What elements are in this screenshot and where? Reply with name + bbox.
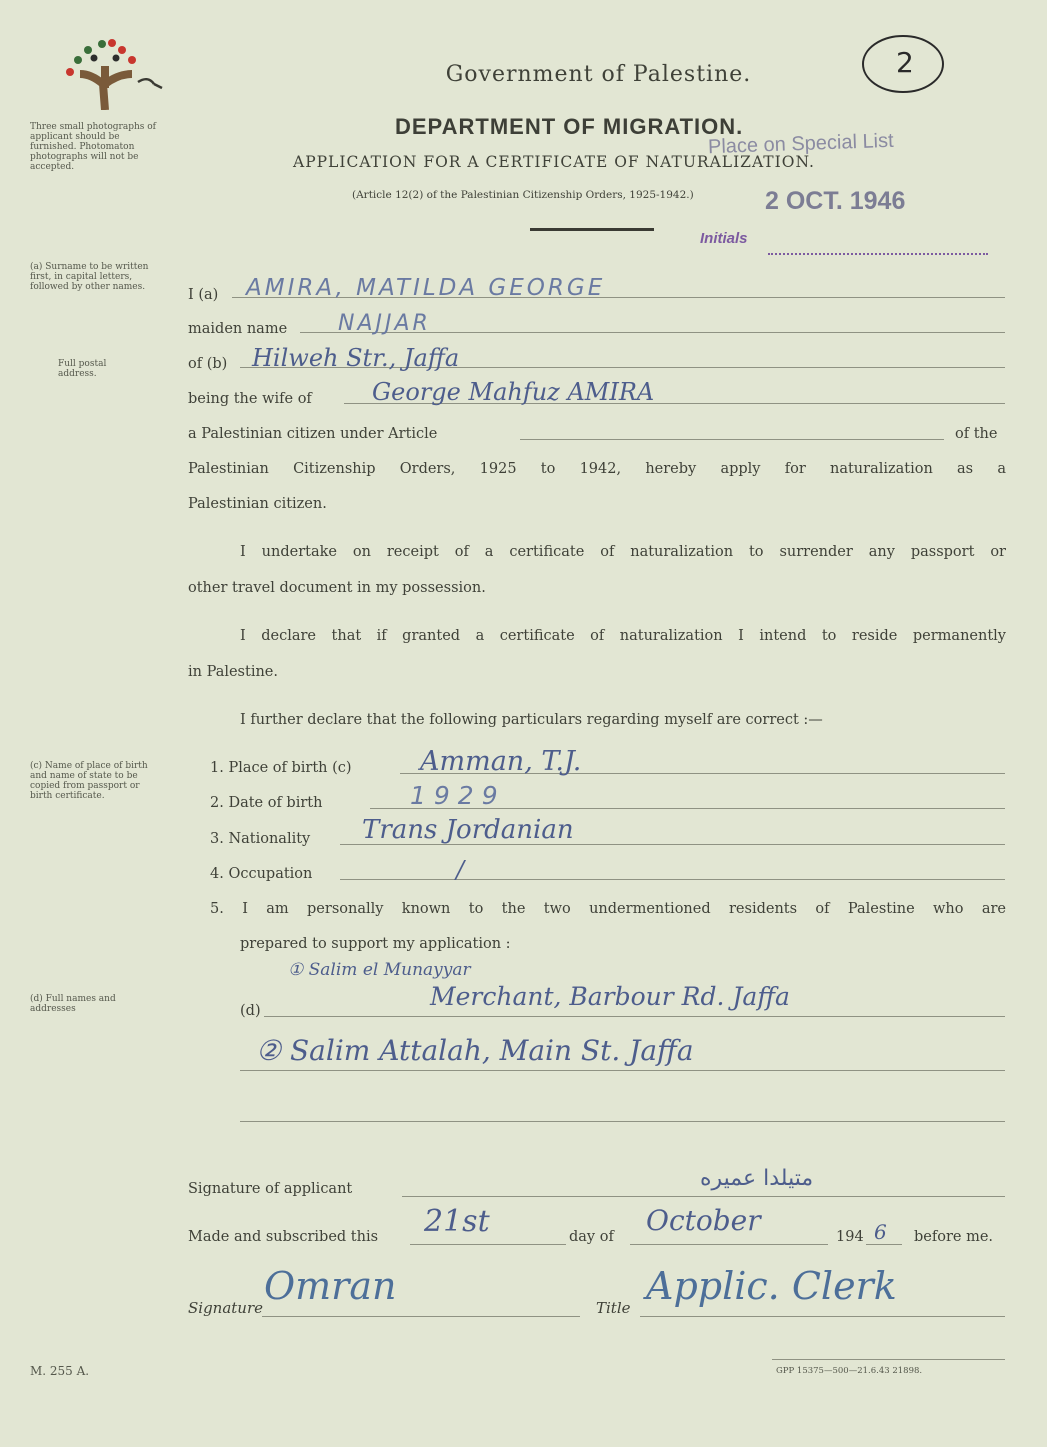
further-declare: I further declare that the following particulars regarding myself are correct :— [240,712,823,728]
address-value: Hilweh Str., Jaffa [252,344,460,372]
title-rule [640,1316,1005,1317]
occupation-rule [340,879,1005,880]
birth-place-note: (c) Name of place of birth and name of state to be copied from passport or birth certificate. [30,761,148,801]
undertake-line-2: other travel document in my possession. [188,580,486,596]
footer-rule [772,1359,1005,1360]
orders-line-2: Palestinian citizen. [188,496,327,512]
surname-value: AMIRA, MATILDA GEORGE [246,275,606,301]
nationality-value: Trans Jordanian [362,815,574,845]
initials-line [768,253,988,255]
orders-line-1: Palestinian Citizenship Orders, 1925 to 1942, hereby apply for naturalization as a [188,461,1006,477]
made-label: Made and subscribed this [188,1229,379,1245]
reference-2: ② Salim Attalah, Main St. Jaffa [256,1034,694,1067]
reference-rule-1 [264,1016,1005,1017]
article-rule [520,439,944,440]
department-title: DEPARTMENT OF MIGRATION. [395,114,744,139]
official-title: Applic. Clerk [646,1264,897,1308]
made-month: October [646,1204,761,1237]
husband-value: George Mahfuz AMIRA [372,378,655,406]
title-divider [530,228,654,231]
photo-note: Three small photographs of applicant should be furnished. Photomaton photographs will not be accepted. [30,122,156,172]
known-line-1: 5. I am personally known to the two undermentioned residents of Palestine who are [210,901,1006,917]
applicant-signature: متيلدا عميره [700,1166,814,1191]
made-before: before me. [914,1229,994,1245]
official-signature: Omran [264,1264,397,1308]
birthplace-label: 1. Place of birth (c) [210,760,352,776]
made-day-of: day of [569,1229,614,1245]
official-signature-label: Signature [188,1299,264,1317]
surname-label: I (a) [188,287,219,303]
form-number: M. 255 A. [30,1364,90,1378]
special-list-stamp: Place on Special List [707,129,894,159]
husband-label: being the wife of [188,391,312,407]
maiden-name-label: maiden name [188,321,288,337]
names-addresses-note: (d) Full names and addresses [30,994,116,1014]
date-stamp: 2 OCT. 1946 [765,187,906,215]
title-label: Title [596,1299,631,1317]
article-reference: (Article 12(2) of the Palestinian Citizenship Orders, 1925-1942.) [352,189,694,201]
known-line-2: prepared to support my application : [240,936,511,952]
occupation-label: 4. Occupation [210,866,313,882]
reference-1-address: Merchant, Barbour Rd. Jaffa [430,982,790,1011]
made-year-prefix: 194 [836,1229,864,1245]
official-signature-rule [262,1316,580,1317]
made-day-rule [410,1244,566,1245]
applicant-signature-label: Signature of applicant [188,1181,353,1197]
references-label: (d) [240,1003,261,1019]
nationality-label: 3. Nationality [210,831,311,847]
reference-1-name: ① Salim el Munayyar [288,960,471,980]
government-title: Government of Palestine. [445,62,752,87]
applicant-signature-rule [402,1196,1005,1197]
declare-line-1: I declare that if granted a certificate of naturalization I intend to reside permanently [240,628,1006,644]
birthdate-label: 2. Date of birth [210,795,323,811]
undertake-line-1: I undertake on receipt of a certificate of naturalization to surrender any passport or [240,544,1006,560]
maiden-name-value: NAJJAR [338,311,431,336]
made-day: 21st [424,1204,490,1239]
address-label: of (b) [188,356,228,372]
postal-address-note: Full postal address. [58,359,107,379]
article-suffix: of the [955,426,998,442]
occupation-value: / [456,856,465,884]
birthdate-value: 1929 [410,781,506,810]
reference-rule-3 [240,1121,1005,1122]
application-title: APPLICATION FOR A CERTIFICATE OF NATURALIZATION. [293,153,815,171]
made-year-rule [866,1244,902,1245]
birthplace-value: Amman, T.J. [420,746,582,777]
initials-stamp: Initials [700,230,748,247]
made-year-suffix: 6 [874,1220,887,1244]
document-number: 2 [896,46,914,79]
surname-note: (a) Surname to be written first, in capital letters, followed by other names. [30,262,149,292]
declare-line-2: in Palestine. [188,664,278,680]
made-month-rule [630,1244,828,1245]
article-label: a Palestinian citizen under Article [188,426,438,442]
printer-line: GPP 15375—500—21.6.43 21898. [776,1366,923,1376]
reference-rule-2 [240,1070,1005,1071]
